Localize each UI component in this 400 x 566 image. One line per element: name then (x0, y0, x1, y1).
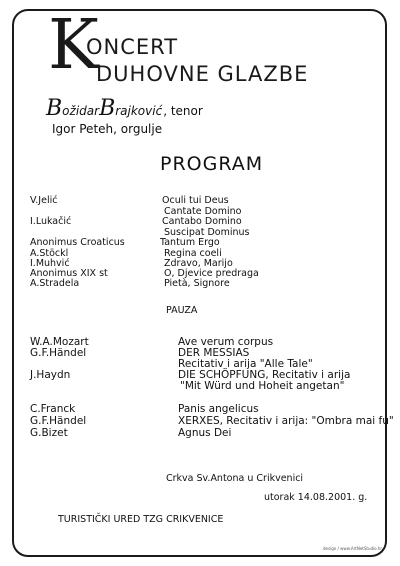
performer-firstname-rest: ožidar (62, 104, 100, 118)
design-credit: design / www.ArtNetStudio.hr (323, 546, 382, 551)
program-work: Pietà, Signore (164, 278, 230, 289)
program-work: O, Djevice predraga (164, 268, 259, 279)
program-composer: W.A.Mozart (30, 336, 89, 348)
program-work: Zdravo, Marijo (164, 258, 233, 269)
program-composer: Anonimus XIX st (30, 268, 108, 279)
program-work: Suscipat Dominus (164, 227, 250, 238)
performer-initial-b1: B (46, 96, 63, 121)
program-work: Regina coeli (164, 248, 222, 259)
program-work: XERXES, Recitativ i arija: "Ombra mai fu" (178, 415, 394, 427)
program-work: DER MESSIAS (178, 347, 250, 359)
program-composer: G.F.Händel (30, 415, 87, 427)
program-work: Ave verum corpus (178, 336, 274, 348)
date-text: utorak 14.08.2001. g. (264, 492, 368, 503)
title-line-2: DUHOVNE GLAZBE (96, 62, 309, 86)
program-composer: A.Stradela (30, 278, 80, 289)
program-composer: J.Haydn (30, 369, 71, 381)
program-work: Tantum Ergo (160, 237, 220, 248)
program-work: "Mit Würd und Hoheit angetan" (180, 380, 345, 392)
title-initial-letter: K (48, 6, 99, 85)
performer-surname-rest: rajković (115, 104, 163, 118)
performer-initial-b2: B (99, 96, 116, 121)
program-composer: Anonimus Croaticus (30, 237, 125, 248)
program-work: Cantate Domino (164, 206, 242, 217)
organizer-text: TURISTIČKI URED TZG CRIKVENICE (58, 514, 224, 525)
program-work: DIE SCHÖPFUNG, Recitativ i arija (178, 369, 351, 381)
program-composer: I.Lukačić (30, 216, 72, 227)
program-composer: G.Bizet (30, 427, 68, 439)
program-work: Agnus Dei (178, 427, 232, 439)
program-work: Recitativ i arija "Alle Tale" (178, 358, 313, 370)
performer-role: , tenor (163, 104, 203, 118)
program-heading: PROGRAM (160, 153, 264, 175)
program-work: Cantabo Domino (162, 216, 242, 227)
pause-label: PAUZA (166, 305, 198, 316)
program-composer: G.F.Händel (30, 347, 87, 359)
program-composer: V.Jelić (30, 195, 58, 206)
performer-tenor (46, 96, 203, 121)
title-line-1: ONCERT (86, 35, 179, 59)
program-composer: C.Franck (30, 403, 76, 415)
program-composer: A.Stöckl (30, 248, 69, 259)
program-work: Oculi tui Deus (162, 195, 229, 206)
program-composer: I.Muhvić (30, 258, 70, 269)
program-work: Panis angelicus (178, 403, 259, 415)
venue-text: Crkva Sv.Antona u Crikvenici (166, 473, 304, 484)
performer-organ: Igor Peteh, orgulje (52, 122, 163, 136)
